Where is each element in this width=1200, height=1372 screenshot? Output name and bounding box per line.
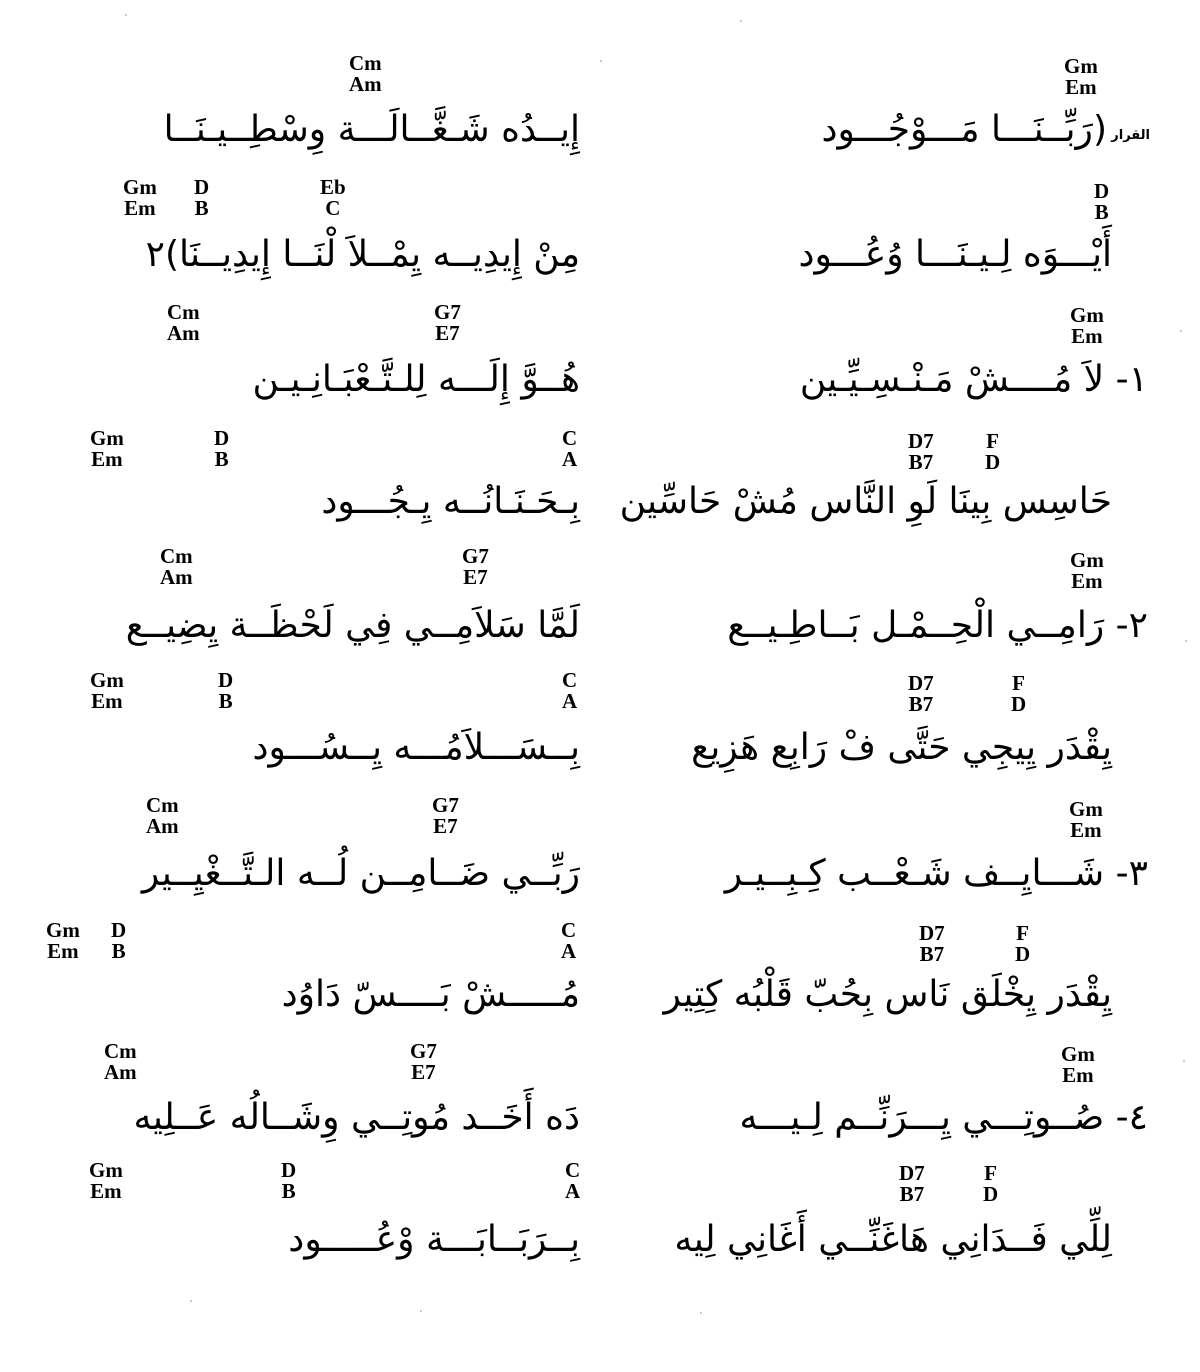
chord-label: D B xyxy=(214,426,230,471)
chord-label: Cm Am xyxy=(104,1039,137,1084)
lyric-left: إِيــدُه شَـغَّــالَـــة وِسْطِــيـنَــا xyxy=(163,109,580,150)
lyric-left: بِــسَـــلاَمُـــه يِــسُـــود xyxy=(252,727,580,768)
chord-label: C A xyxy=(562,426,578,471)
chord-label: Gm Em xyxy=(1061,1042,1095,1087)
chord-label: G7 E7 xyxy=(410,1039,437,1084)
chord-label: G7 E7 xyxy=(462,544,489,589)
chord-label: Cm Am xyxy=(349,51,382,96)
lyric-right: لِلِّي فَــدَانِي هَاغَنِّــي أَغَانِي لِيه xyxy=(674,1219,1112,1260)
scan-speck xyxy=(1183,1060,1185,1062)
chord-label: D B xyxy=(1094,179,1110,224)
lyric-left: مِنْ إِيدِيــه يِمْــلاَ لْنَــا إِيدِيــنَا)٢ xyxy=(145,234,580,275)
chorus-label: القرار xyxy=(1111,128,1150,143)
scan-speck xyxy=(1185,640,1187,642)
chord-label: C A xyxy=(565,1158,581,1203)
scan-speck xyxy=(600,60,602,62)
chord-label: F D xyxy=(985,429,1001,474)
chord-label: Gm Em xyxy=(1069,797,1103,842)
chord-label: Cm Am xyxy=(146,793,179,838)
lyric-left: رَبِّــي ضَــامِــن لُــه الـتَّــغْيِــير xyxy=(141,853,580,894)
lyric-right: أَيْـــوَه لِـيـنَـــا وُعُـــود xyxy=(798,234,1112,275)
chord-label: G7 E7 xyxy=(432,793,459,838)
lyric-left: مُـــــشْ بَــــسّ دَاوُد xyxy=(281,974,580,1015)
lyric-right: ١- لاَ مُــــشْ مَـنْـسِـيِّـين xyxy=(799,359,1148,400)
chord-label: Cm Am xyxy=(160,544,193,589)
chord-label: F D xyxy=(1011,671,1027,716)
chord-label: G7 E7 xyxy=(434,300,461,345)
lyric-left: بِـحَـنَـانُــه يِـجُـــود xyxy=(321,481,580,522)
lyric-left: هُــوَّ إِلَـــه لِلـتَّـعْبَـانِـيـن xyxy=(252,359,580,400)
chord-label: Gm Em xyxy=(90,426,124,471)
chord-label: Gm Em xyxy=(1070,548,1104,593)
lyric-left: دَه أَخَــد مُوتِــي وِشَــالُه عَــلِيه xyxy=(133,1097,580,1138)
lyric-right: ٣- شَـــايِــف شَـعْــب كِـبِــيـر xyxy=(724,853,1148,894)
chord-label: D B xyxy=(194,175,210,220)
lyric-right: ٢- رَامِــي الْحِــمْـل بَــاطِـيــع xyxy=(727,605,1148,646)
chord-label: D7 B7 xyxy=(908,429,934,474)
lyric-right: حَاسِس بِينَا لَوِ النَّاس مُشْ حَاسِّين xyxy=(619,481,1112,522)
chord-label: C A xyxy=(562,668,578,713)
scan-speck xyxy=(420,1310,422,1312)
lyric-right: ٤- صُــوتِـــي يِـــرَنِّــم لِـيـــه xyxy=(739,1097,1148,1138)
chord-label: Eb C xyxy=(320,175,346,220)
lyric-left: بِــرَبَــابَـــة وْعُـــــود xyxy=(288,1219,580,1260)
lyric-right: (رَبِّــنَـــا مَـــوْجُـــود xyxy=(821,109,1107,150)
chord-label: Gm Em xyxy=(1070,303,1104,348)
chord-label: Gm Em xyxy=(90,668,124,713)
scan-speck xyxy=(125,14,127,16)
chord-label: Cm Am xyxy=(167,300,200,345)
scan-speck xyxy=(740,20,742,22)
scan-speck xyxy=(700,1312,702,1314)
chord-label: F D xyxy=(983,1161,999,1206)
chord-label: Gm Em xyxy=(1064,54,1098,99)
chord-label: D7 B7 xyxy=(919,921,945,966)
scan-speck xyxy=(1180,330,1182,332)
chord-label: D B xyxy=(111,918,127,963)
chord-label: D7 B7 xyxy=(908,671,934,716)
chord-label: C A xyxy=(561,918,577,963)
scan-speck xyxy=(190,1300,192,1302)
chord-label: Gm Em xyxy=(89,1158,123,1203)
chord-label: D B xyxy=(218,668,234,713)
lyric-right: يِقْدَر يِخْلَق نَاس بِحُبّ قَلْبُه كِتِير xyxy=(663,974,1112,1015)
chord-label: D B xyxy=(281,1158,297,1203)
lyric-right: يِقْدَر يِيجِي حَتَّى فْ رَابِع هَزِيع xyxy=(691,727,1112,768)
chord-label: D7 B7 xyxy=(899,1161,925,1206)
chord-label: F D xyxy=(1015,921,1031,966)
chord-label: Gm Em xyxy=(123,175,157,220)
chord-label: Gm Em xyxy=(46,918,80,963)
lyric-left: لَمَّا سَلاَمِــي فِي لَحْظَــة يِضِيــع xyxy=(125,605,580,646)
